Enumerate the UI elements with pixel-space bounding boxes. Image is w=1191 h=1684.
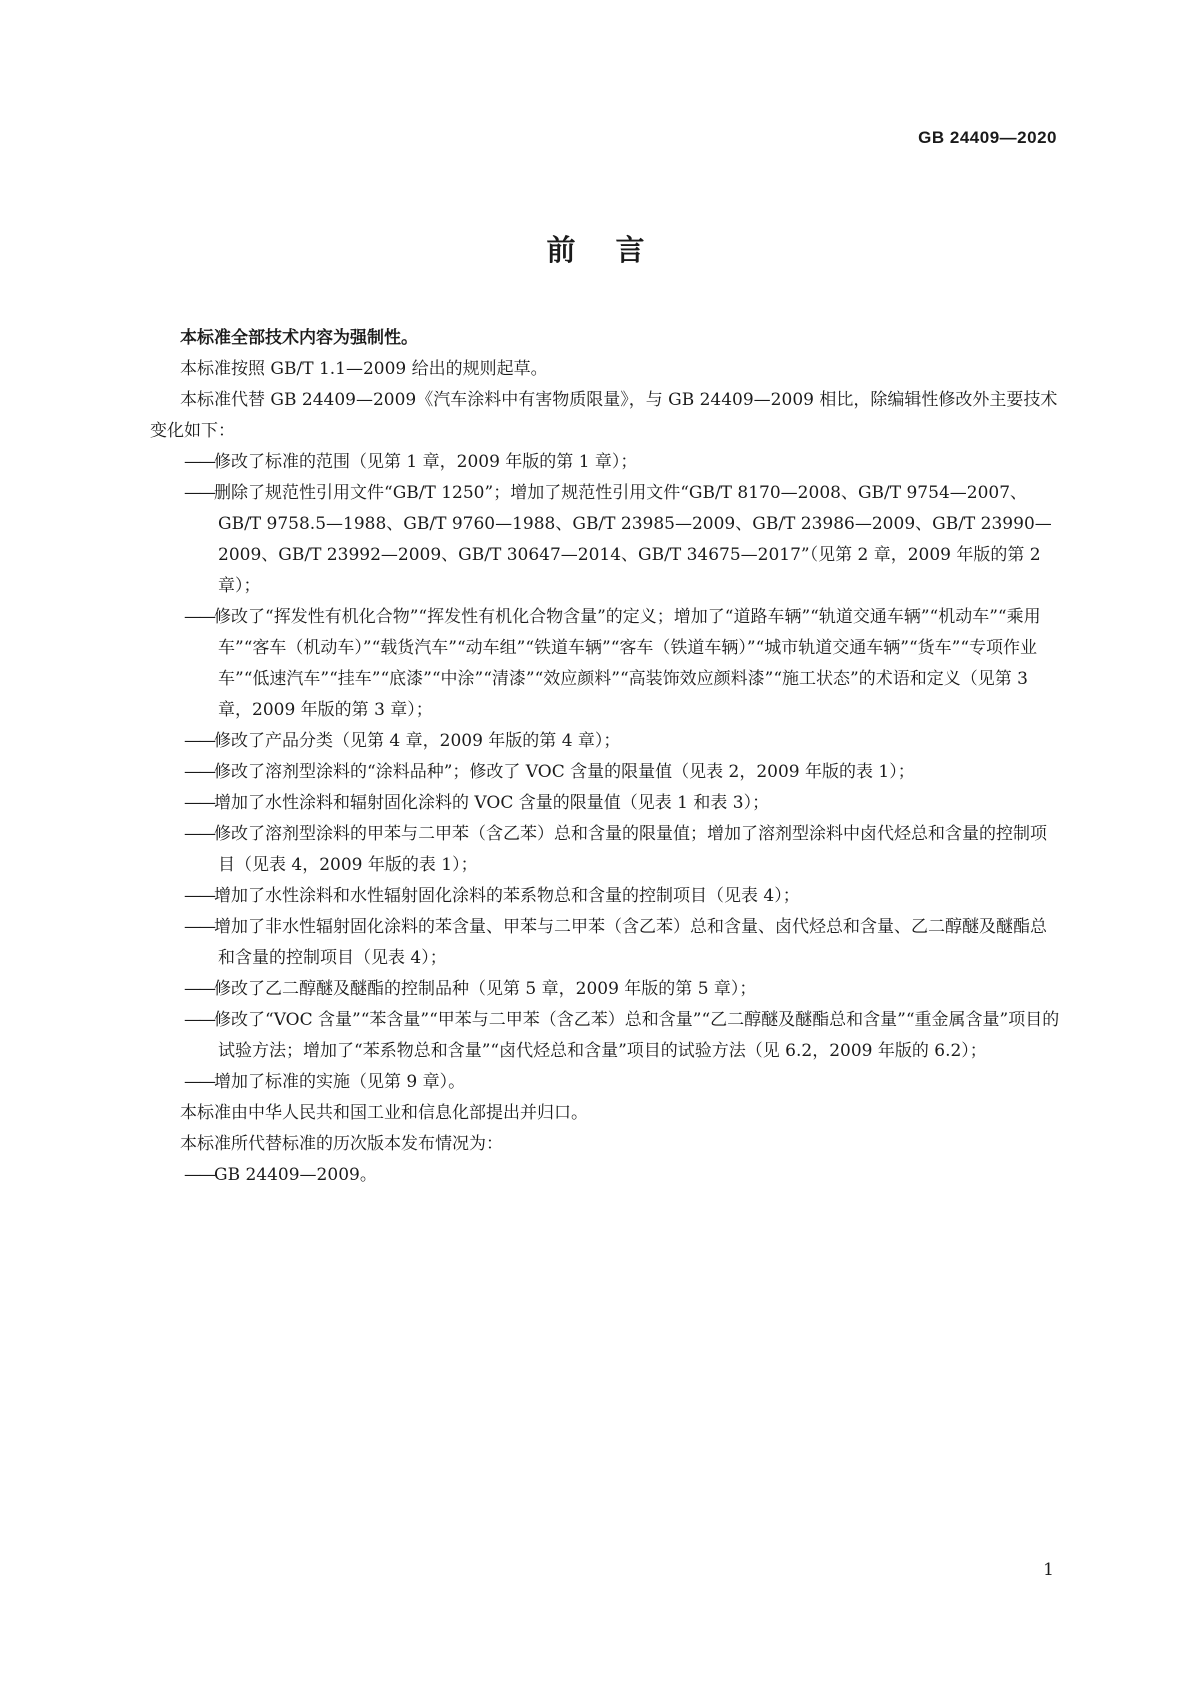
dash-marker: —— <box>184 1010 214 1030</box>
dash-marker: —— <box>184 731 214 751</box>
list-item: ——增加了水性涂料和辐射固化涂料的 VOC 含量的限量值（见表 1 和表 3）； <box>184 793 770 813</box>
mandatory-statement: 本标准全部技术内容为强制性。 <box>180 328 418 348</box>
page-title: 前言 <box>546 233 685 267</box>
proposer-paragraph: 本标准由中华人民共和国工业和信息化部提出并归口。 <box>180 1103 588 1123</box>
dash-marker: —— <box>184 762 214 782</box>
list-item: ——修改了溶剂型涂料的甲苯与二甲苯（含乙苯）总和含量的限量值；增加了溶剂型涂料中卤代烃总和含量的控制项目（见表 4，2009 年版的表 1）； <box>184 824 1047 875</box>
list-item: ——删除了规范性引用文件“GB/T 1250”；增加了规范性引用文件“GB/T 8170—2008、GB/T 9754—2007、GB/T 9758.5—1988、GB/T 9760—1988、GB/T 23985—2009、GB/T 23986—2009、GB/T 23990—2009、GB/T 23992—2009、GB/T 30647—2014、GB/T 34675—2017”（见第 2 章，2009 年版的第 2 章）； <box>184 483 1052 596</box>
list-item: ——修改了标准的范围（见第 1 章，2009 年版的第 1 章）； <box>184 452 638 472</box>
standard-number: GB 24409—2020 <box>918 128 1057 147</box>
drafting-rule-paragraph: 本标准按照 GB/T 1.1—2009 给出的规则起草。 <box>180 359 548 379</box>
list-item: ——修改了“VOC 含量”“苯含量”“甲苯与二甲苯（含乙苯）总和含量”“乙二醇醚及醚酯总和含量”“重金属含量”项目的试验方法；增加了“苯系物总和含量”“卤代烃总和含量”项目的试验方法（见 6.2，2009 年版的 6.2）； <box>184 1010 1060 1061</box>
list-item: ——增加了标准的实施（见第 9 章）。 <box>184 1072 466 1092</box>
replacement-paragraph: 本标准代替 GB 24409—2009《汽车涂料中有害物质限量》，与 GB 24409—2009 相比，除编辑性修改外主要技术变化如下： <box>150 390 1058 441</box>
history-item: ——GB 24409—2009。 <box>184 1165 377 1185</box>
changes-list <box>150 447 1060 1098</box>
dash-marker: —— <box>184 824 214 844</box>
list-item: ——修改了产品分类（见第 4 章，2009 年版的第 4 章）； <box>184 731 621 751</box>
dash-marker: —— <box>184 452 214 472</box>
list-item: ——修改了溶剂型涂料的“涂料品种”；修改了 VOC 含量的限量值（见表 2，2009 年版的表 1）； <box>184 762 915 782</box>
list-item: ——修改了乙二醇醚及醚酯的控制品种（见第 5 章，2009 年版的第 5 章）； <box>184 979 757 999</box>
list-item: ——修改了“挥发性有机化合物”“挥发性有机化合物含量”的定义；增加了“道路车辆”“轨道交通车辆”“机动车”“乘用车”“客车（机动车）”“载货汽车”“动车组”“铁道车辆”“客车（铁道车辆）”“城市轨道交通车辆”“货车”“专项作业车”“低速汽车”“挂车”“底漆”“中涂”“清漆”“效应颜料”“高装饰效应颜料漆”“施工状态”的术语和定义（见第 3 章，2009 年版的第 3 章）； <box>184 607 1041 720</box>
dash-marker: —— <box>184 1165 214 1185</box>
history-intro-paragraph: 本标准所代替标准的历次版本发布情况为： <box>180 1134 503 1154</box>
dash-marker: —— <box>184 607 214 627</box>
dash-marker: —— <box>184 1072 214 1092</box>
page-number: 1 <box>1043 1560 1054 1580</box>
dash-marker: —— <box>184 886 214 906</box>
dash-marker: —— <box>184 483 214 503</box>
dash-marker: —— <box>184 979 214 999</box>
list-item: ——增加了水性涂料和水性辐射固化涂料的苯系物总和含量的控制项目（见表 4）； <box>184 886 800 906</box>
dash-marker: —— <box>184 793 214 813</box>
list-item: ——增加了非水性辐射固化涂料的苯含量、甲苯与二甲苯（含乙苯）总和含量、卤代烃总和含量、乙二醇醚及醚酯总和含量的控制项目（见表 4）； <box>184 917 1047 968</box>
dash-marker: —— <box>184 917 214 937</box>
document-body <box>150 323 1060 1191</box>
